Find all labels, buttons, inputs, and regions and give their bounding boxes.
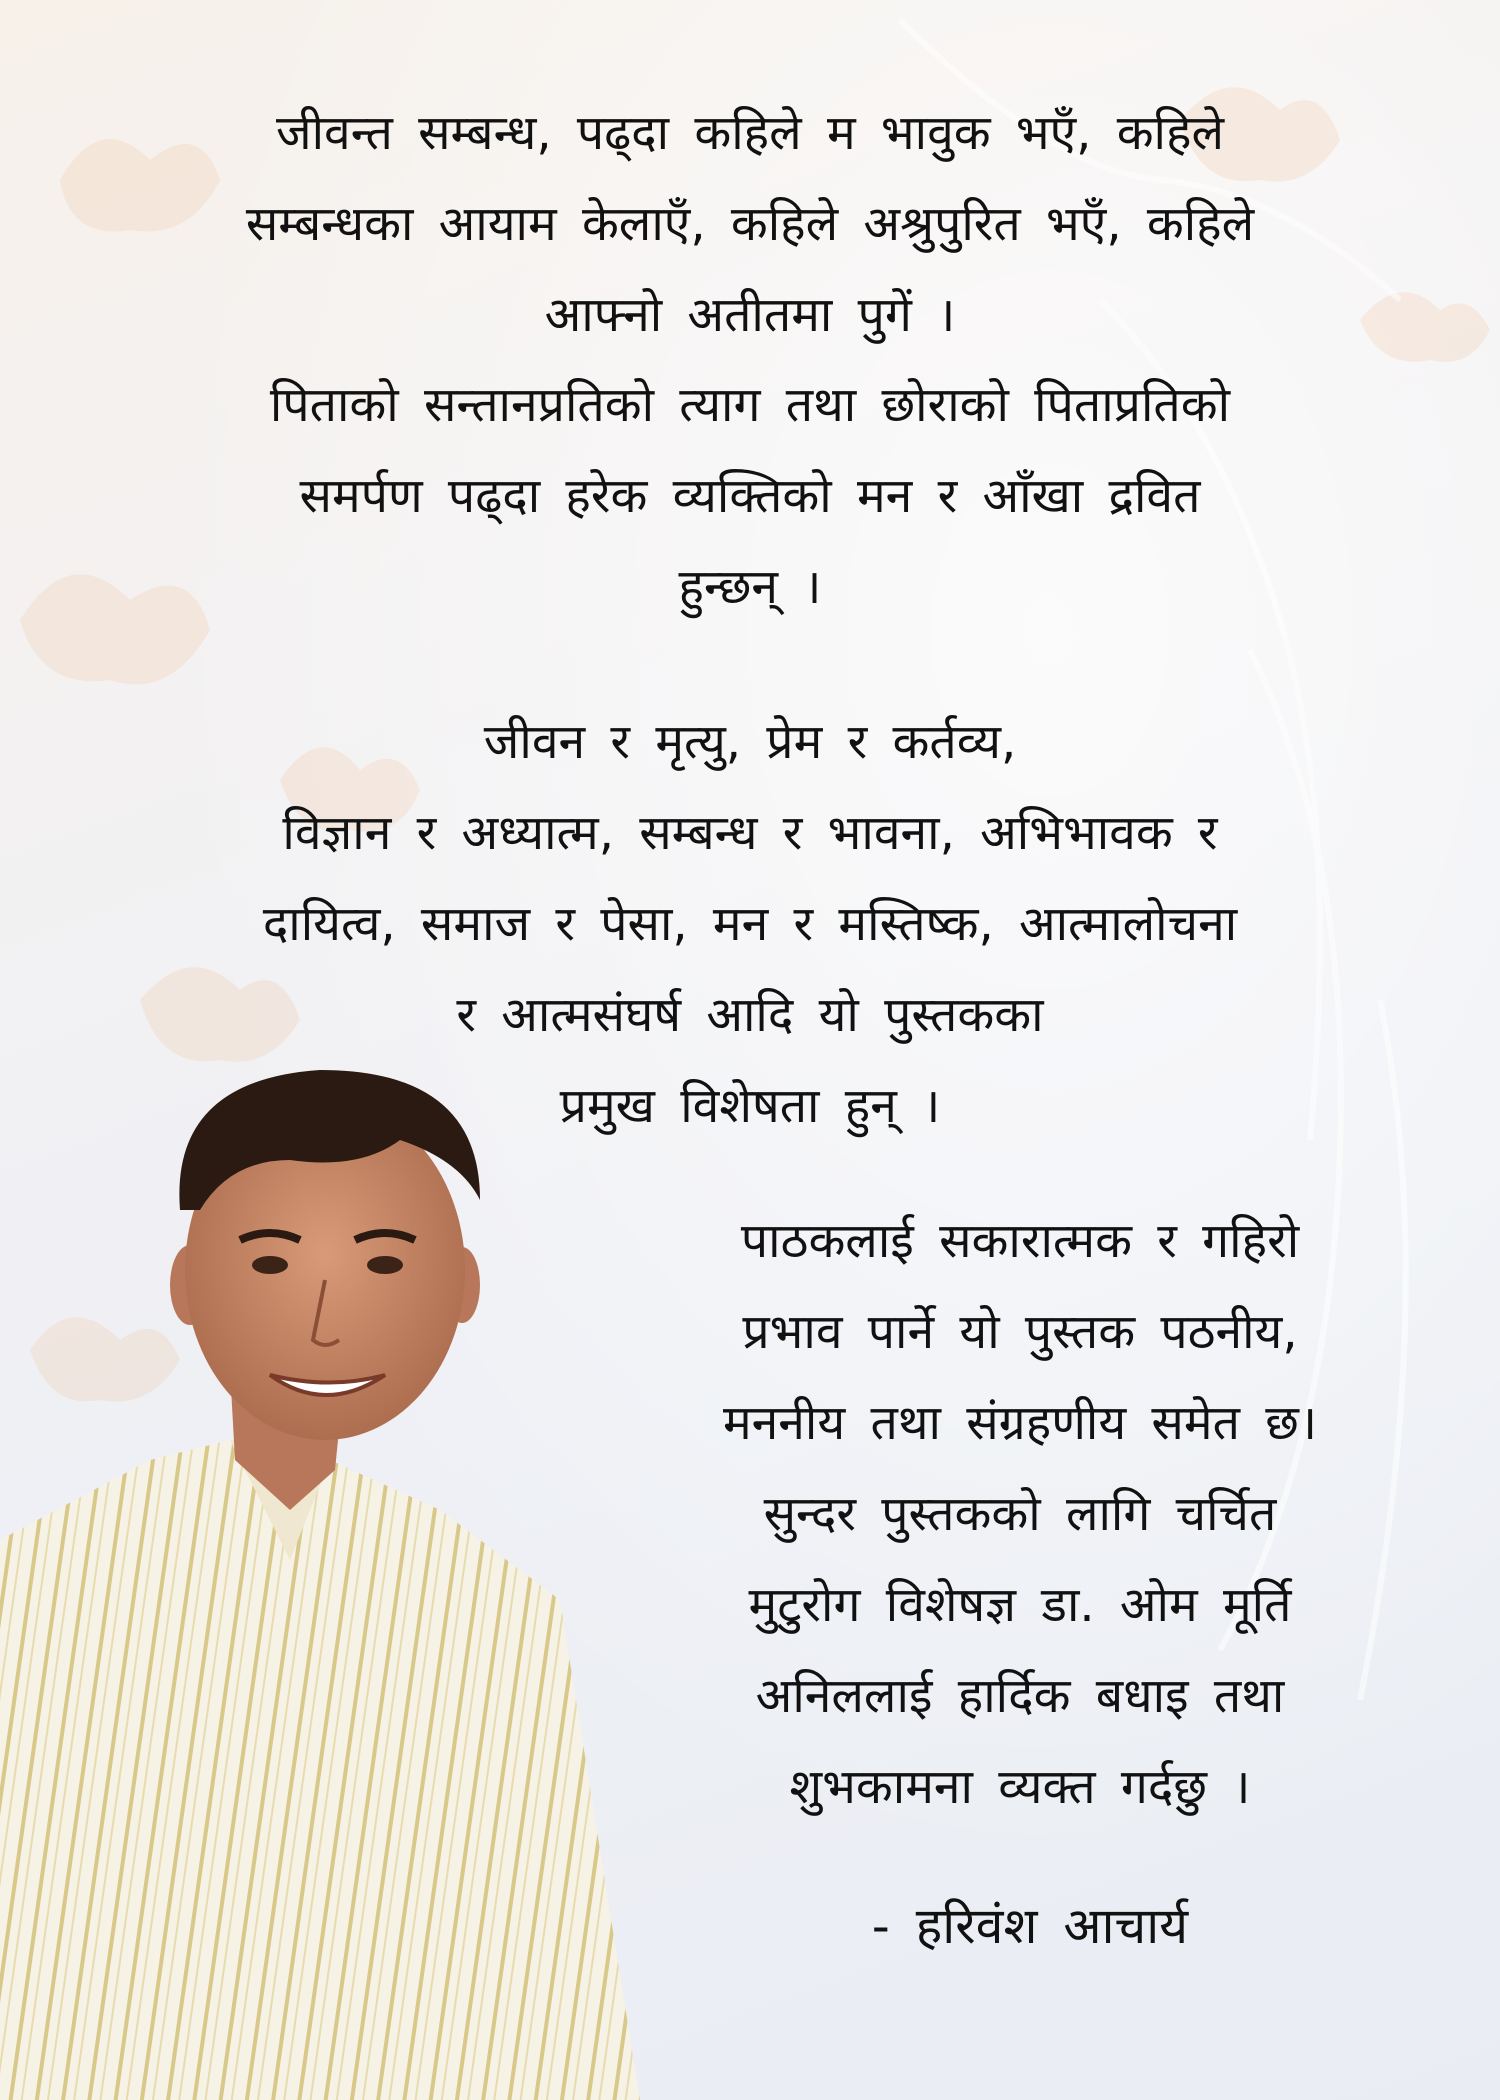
- themes-paragraph: जीवन र मृत्यु, प्रेम र कर्तव्य, विज्ञान र अध्यात्म, सम्बन्ध र भावना, अभिभावक र दायित्व, समाज र पेसा, मन र मस्तिष्क, आत्मालोचना र आत्मसंघर्ष आदि यो पुस्तकका प्रमुख विशेषता हुन् ।: [262, 714, 1238, 1134]
- intro-paragraph: जीवन्त सम्बन्ध, पढ्दा कहिले म भावुक भएँ, कहिले सम्बन्धका आयाम केलाएँ, कहिले अश्रुपुरित भएँ, कहिले आफ्नो अतीतमा पुगें ।: [245, 105, 1255, 343]
- author-signature: - हरिवंश आचार्य: [871, 1897, 1189, 1955]
- congratulations-paragraph: पाठकलाई सकारात्मक र गहिरो प्रभाव पार्ने यो पुस्तक पठनीय, मननीय तथा संग्रहणीय समेत छ। सुन्दर पुस्तकको लागि चर्चित मुटुरोग विशेषज्ञ डा. ओम मूर्ति अनिललाई हार्दिक बधाइ तथा शुभकामना व्यक्त गर्दछु ।: [722, 1213, 1318, 1815]
- sacrifice-paragraph: पिताको सन्तानप्रतिको त्याग तथा छोराको पिताप्रतिको समर्पण पढ्दा हरेक व्यक्तिको मन र आँखा द्रवित हुन्छन् ।: [269, 377, 1231, 615]
